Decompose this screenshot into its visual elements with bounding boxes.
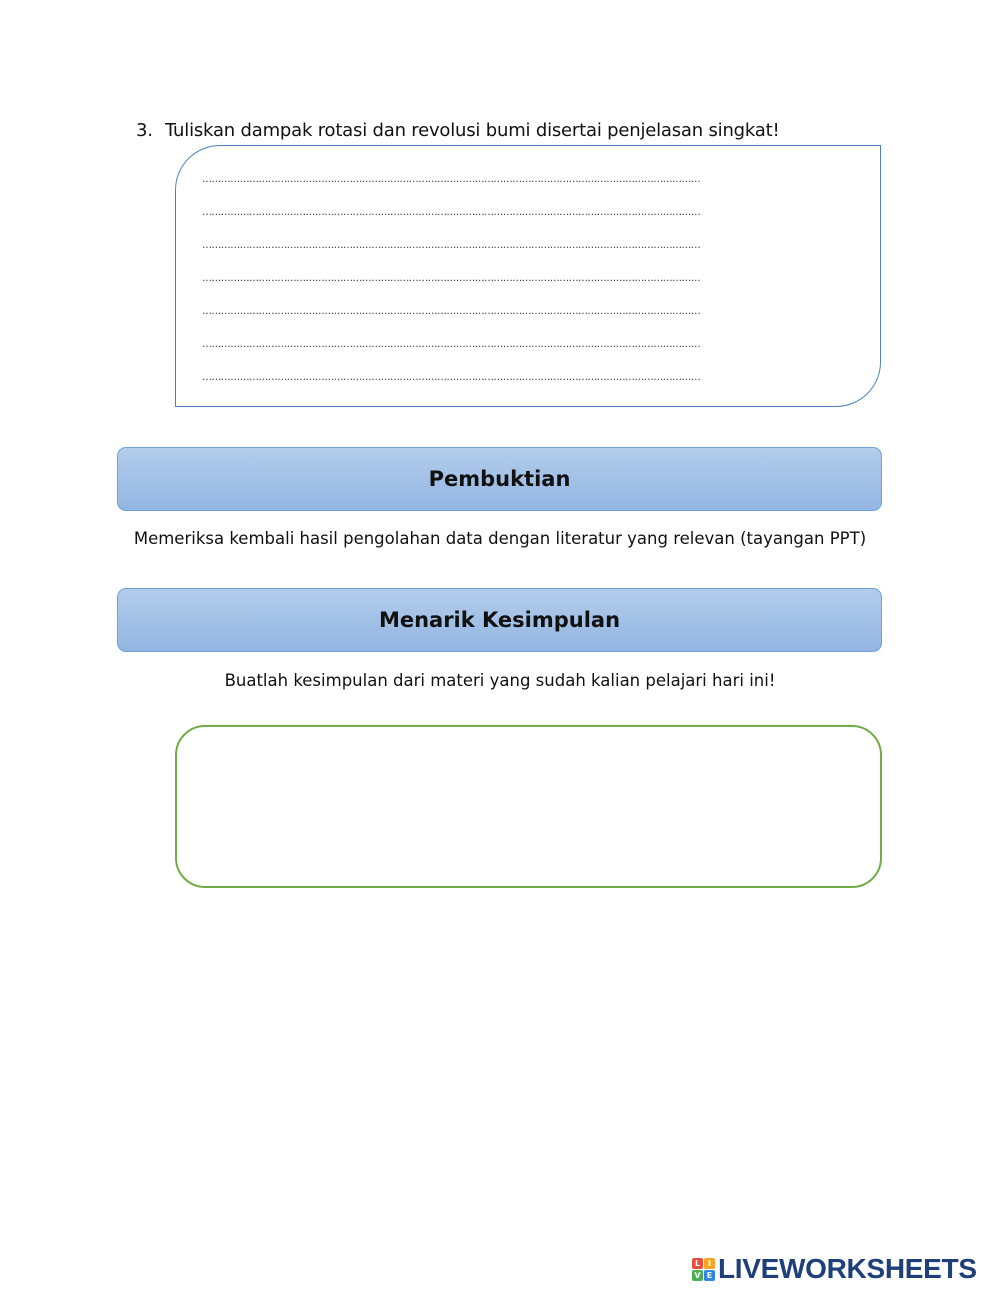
answer-line-5[interactable]: …………………………………………………………………………………………………………………………………………… — [202, 307, 701, 317]
question-3 — [136, 120, 780, 141]
logo-mark-v: V — [692, 1270, 703, 1281]
answer-line-3[interactable]: …………………………………………………………………………………………………………………………………………… — [202, 241, 701, 251]
logo-text: LIVEWORKSHEETS — [718, 1253, 977, 1284]
question-text: Tuliskan dampak rotasi dan revolusi bumi disertai penjelasan singkat! — [165, 120, 780, 141]
answer-line-2[interactable]: …………………………………………………………………………………………………………………………………………… — [202, 208, 701, 218]
conclusion-answer-box[interactable] — [175, 725, 882, 888]
liveworksheets-logo-icon — [692, 1258, 715, 1281]
section-title-pembuktian: Pembuktian — [428, 467, 571, 491]
kesimpulan-description: Buatlah kesimpulan dari materi yang sudah kalian pelajari hari ini! — [224, 671, 776, 690]
section-title-kesimpulan: Menarik Kesimpulan — [378, 608, 621, 632]
pembuktian-description: Memeriksa kembali hasil pengolahan data dengan literatur yang relevan (tayangan PPT) — [133, 529, 867, 548]
section-header-pembuktian — [117, 447, 882, 511]
answer-line-6[interactable]: …………………………………………………………………………………………………………………………………………… — [202, 340, 701, 350]
logo-mark-l: L — [692, 1258, 703, 1269]
answer-line-4[interactable]: …………………………………………………………………………………………………………………………………………… — [202, 274, 701, 284]
section-header-kesimpulan — [117, 588, 882, 652]
question-number: 3. — [136, 120, 153, 141]
answer-box[interactable] — [175, 145, 881, 407]
answer-line-1[interactable]: …………………………………………………………………………………………………………………………………………… — [202, 175, 701, 185]
answer-line-7[interactable]: …………………………………………………………………………………………………………………………………………… — [202, 373, 701, 383]
logo-mark-e: E — [704, 1270, 715, 1281]
logo-mark-i: I — [704, 1258, 715, 1269]
liveworksheets-logo — [692, 1254, 977, 1284]
